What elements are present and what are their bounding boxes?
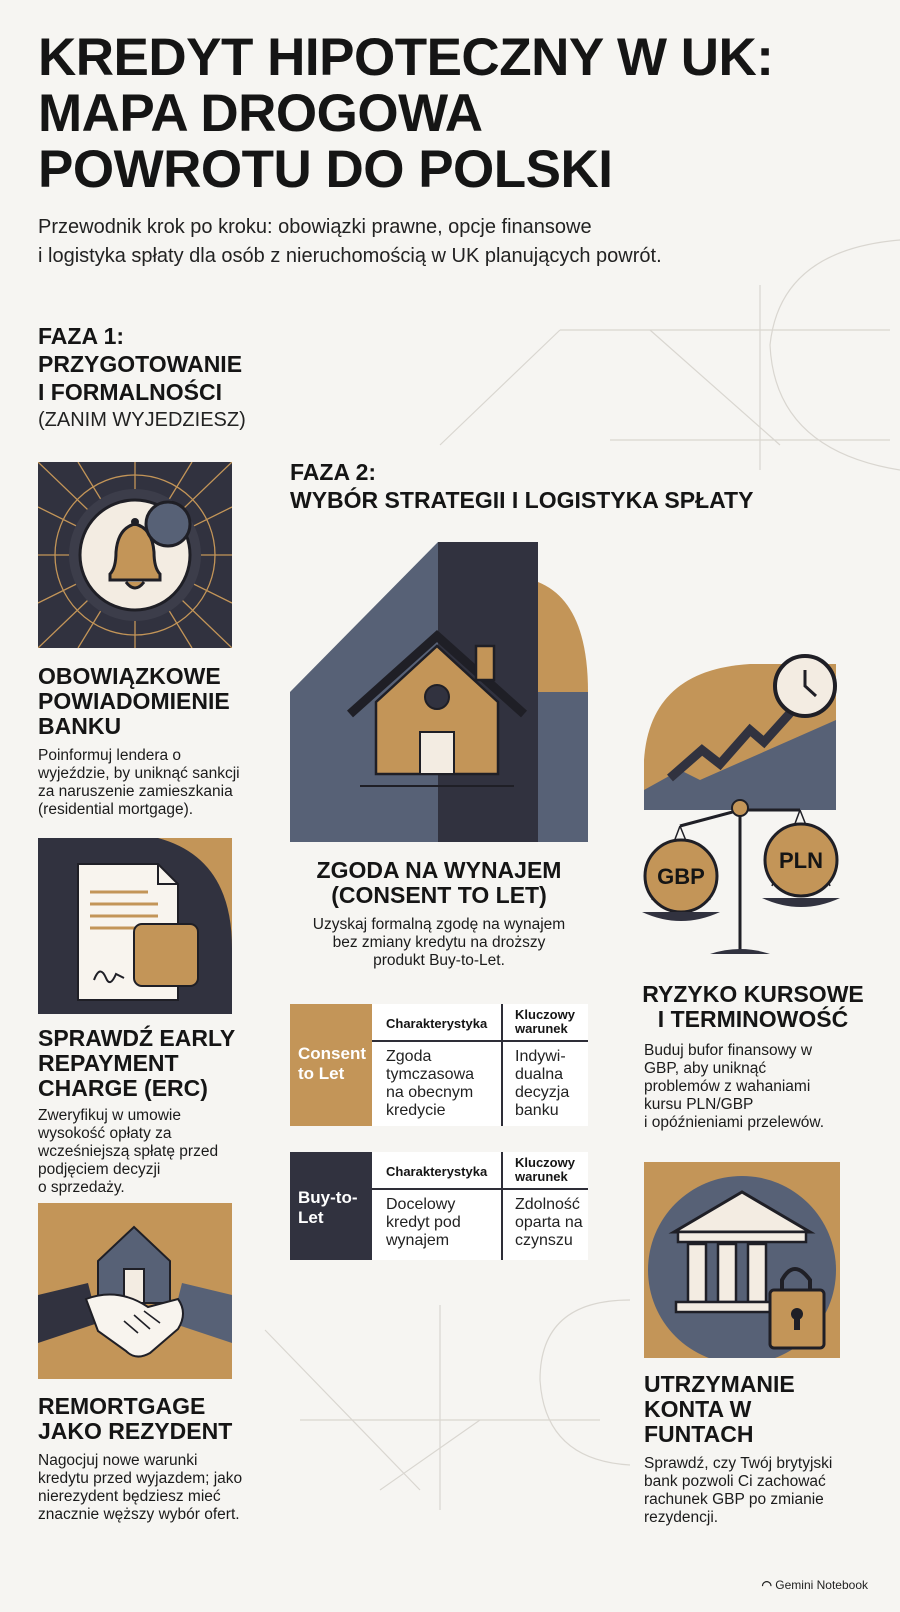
consent-table-cell-line: decyzja: [515, 1084, 570, 1101]
remortgage-body-line: znacznie węższy wybór ofert.: [38, 1506, 240, 1523]
account-title-line: KONTA W: [644, 1396, 752, 1422]
buytolet-table-cell-line: czynszu: [515, 1232, 573, 1249]
footer-label: Gemini Notebook: [775, 1578, 868, 1592]
subtitle-line: i logistyka spłaty dla osób z nieruchomością w UK planujących powrót.: [38, 245, 662, 267]
fx-card: [628, 982, 878, 1132]
erc-body-line: podjęciem decyzji: [38, 1161, 161, 1178]
erc-title-line: REPAYMENT: [38, 1050, 179, 1076]
notify-body-line: za naruszenie zamieszkania: [38, 783, 233, 800]
buytolet-table: [290, 1152, 588, 1260]
erc-body-line: Zweryfikuj w umowie: [38, 1107, 181, 1124]
notify-title-line: OBOWIĄZKOWE: [38, 663, 221, 689]
account-body-line: bank pozwoli Ci zachować: [644, 1473, 826, 1490]
account-card: [644, 1372, 884, 1527]
page-subtitle: [38, 213, 858, 271]
phase2-heading: [290, 458, 810, 514]
consent-table-cell-line: banku: [515, 1102, 559, 1119]
consent-table-cell-line: na obecnym: [386, 1084, 474, 1101]
consent-table-cell-line: dualna: [515, 1066, 564, 1083]
account-body-line: Sprawdź, czy Twój brytyjski: [644, 1455, 833, 1472]
consent-title-line: ZGODA NA WYNAJEM: [316, 857, 562, 883]
fx-body-line: kursu PLN/GBP: [644, 1096, 754, 1113]
consent-table-header: Charakterystyka: [386, 1016, 488, 1031]
phase1-label: FAZA 1:: [38, 323, 125, 349]
buytolet-table-cell-line: Zdolność: [515, 1196, 580, 1213]
remortgage-body-line: nierezydent będziesz mieć: [38, 1488, 221, 1505]
erc-body-line: wcześniejszą spłatę przed: [38, 1143, 219, 1160]
footer-brand: [761, 1578, 868, 1592]
erc-body-line: o sprzedaży.: [38, 1179, 125, 1196]
scale-label-gbp: GBP: [657, 864, 705, 889]
fx-title-line: I TERMINOWOŚĆ: [657, 1006, 849, 1032]
buytolet-table-cell-line: kredyt pod: [386, 1214, 461, 1231]
bell-icon: [38, 462, 232, 648]
account-body-line: rezydencji.: [644, 1509, 719, 1526]
consent-card: [290, 858, 588, 970]
buytolet-table-label: [290, 1152, 372, 1260]
scale-label-pln: PLN: [779, 848, 823, 873]
fx-body-line: Buduj bufor finansowy w: [644, 1042, 813, 1059]
consent-table-cell-line: tymczasowa: [386, 1066, 475, 1083]
phase1-note: (ZANIM WYJEDZIESZ): [38, 409, 246, 431]
consent-table-cell-line: Zgoda: [386, 1048, 432, 1065]
consent-body-line: Uzyskaj formalną zgodę na wynajem: [312, 916, 566, 933]
handshake-icon: [38, 1203, 232, 1379]
phase1-title-line: I FORMALNOŚCI: [38, 379, 222, 405]
consent-table: [290, 1004, 588, 1126]
bank-lock-icon: [644, 1162, 840, 1358]
phase1-heading: [38, 322, 278, 434]
page-title: [38, 30, 868, 198]
title-line: KREDYT HIPOTECZNY W UK:: [38, 28, 774, 87]
buytolet-table-label-line: Buy-to-: [298, 1188, 358, 1207]
consent-title-line: (CONSENT TO LET): [331, 882, 547, 908]
title-line: POWROTU DO POLSKI: [38, 140, 613, 199]
account-title-line: FUNTACH: [644, 1421, 754, 1447]
fx-body-line: GBP, aby uniknąć: [644, 1060, 767, 1077]
phase1-title-line: PRZYGOTOWANIE: [38, 351, 243, 377]
remortgage-body-line: Nagocjuj nowe warunki: [38, 1452, 198, 1469]
phase2-title: WYBÓR STRATEGII I LOGISTYKA SPŁATY: [290, 487, 754, 513]
buytolet-table-header: Kluczowy warunek: [515, 1155, 575, 1184]
notify-body-line: wyjeździe, by uniknąć sankcji: [38, 765, 240, 782]
notify-title-line: BANKU: [38, 713, 122, 739]
account-body-line: rachunek GBP po zmianie: [644, 1491, 824, 1508]
buytolet-table-cell-line: Docelowy: [386, 1196, 456, 1213]
scale-icon: [640, 650, 840, 968]
gemini-logo-icon: ◠: [761, 1578, 772, 1592]
house-icon: [290, 542, 588, 842]
consent-table-label-line: Consent: [298, 1044, 366, 1063]
notify-card: [38, 664, 278, 819]
remortgage-body-line: kredytu przed wyjazdem; jako: [38, 1470, 243, 1487]
erc-body-line: wysokość opłaty za: [38, 1125, 172, 1142]
erc-title-line: CHARGE (ERC): [38, 1075, 208, 1101]
erc-title-line: SPRAWDŹ EARLY: [38, 1025, 236, 1051]
document-icon: [38, 838, 232, 1014]
buytolet-table-cell-line: wynajem: [386, 1232, 450, 1249]
phase2-label: FAZA 2:: [290, 459, 377, 485]
consent-table-cell-line: Indywi-: [515, 1048, 566, 1065]
notify-body-line: (residential mortgage).: [38, 801, 194, 818]
fx-title-line: RYZYKO KURSOWE: [642, 981, 864, 1007]
consent-table-header: Kluczowy warunek: [515, 1007, 575, 1036]
buytolet-table-cell-line: oparta na: [515, 1214, 583, 1231]
notify-title-line: POWIADOMIENIE: [38, 688, 230, 714]
fx-body-line: i opóźnieniami przelewów.: [644, 1114, 825, 1131]
consent-body-line: bez zmiany kredytu na droższy: [332, 934, 546, 951]
erc-card: [38, 1026, 278, 1197]
consent-body-line: produkt Buy-to-Let.: [373, 952, 505, 969]
title-line: MAPA DROGOWA: [38, 84, 483, 143]
buytolet-table-header: Charakterystyka: [386, 1164, 488, 1179]
account-title-line: UTRZYMANIE: [644, 1371, 795, 1397]
fx-body-line: problemów z wahaniami: [644, 1078, 811, 1095]
remortgage-title-line: JAKO REZYDENT: [38, 1418, 233, 1444]
buytolet-table-label-line: Let: [298, 1208, 324, 1227]
consent-table-label: [290, 1004, 372, 1126]
notify-body-line: Poinformuj lendera o: [38, 747, 182, 764]
consent-table-label-line: to Let: [298, 1064, 345, 1083]
remortgage-card: [38, 1394, 278, 1524]
remortgage-title-line: REMORTGAGE: [38, 1393, 206, 1419]
consent-table-cell-line: kredycie: [386, 1102, 446, 1119]
subtitle-line: Przewodnik krok po kroku: obowiązki prawne, opcje finansowe: [38, 216, 592, 238]
